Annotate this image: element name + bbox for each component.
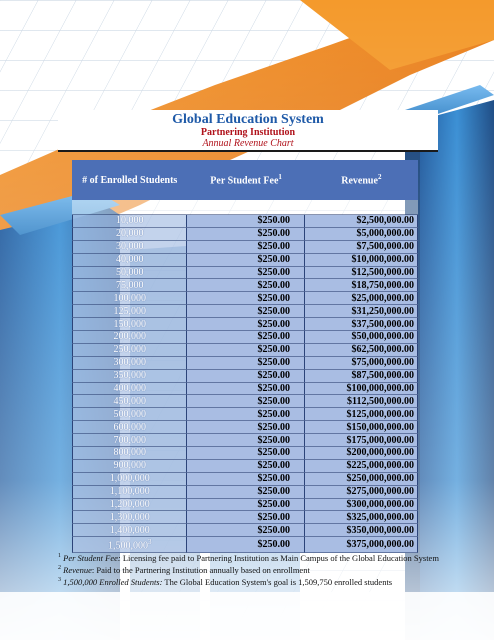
cell-revenue: $350,000,000.00 — [305, 524, 418, 537]
cell-per-student-fee: $250.00 — [187, 460, 304, 473]
cell-per-student-fee: $250.00 — [187, 215, 304, 228]
cell-enrolled-students: 50,000 — [72, 267, 187, 280]
cell-per-student-fee: $250.00 — [187, 524, 304, 537]
cell-per-student-fee: $250.00 — [187, 254, 304, 267]
cell-per-student-fee: $250.00 — [187, 408, 304, 421]
table-row — [72, 434, 418, 447]
cell-revenue: $5,000,000.00 — [305, 228, 418, 241]
cell-enrolled-students: 100,000 — [72, 292, 187, 305]
cell-enrolled-students: 450,000 — [72, 395, 187, 408]
footnote-marker: 1 — [278, 173, 282, 182]
cell-revenue: $300,000,000.00 — [305, 499, 418, 512]
footnote-3: $^3$ 1,500,000 Enrolled Students: The Global Education System's goal is 1,509,750 enrolled students — [58, 577, 393, 588]
document-subtitle: Partnering Institution — [200, 127, 296, 138]
table-row — [72, 279, 418, 292]
cell-per-student-fee: $250.00 — [187, 383, 304, 396]
cell-per-student-fee: $250.00 — [187, 486, 304, 499]
cell-revenue: $125,000,000.00 — [305, 408, 418, 421]
table-row — [72, 215, 418, 228]
cell-revenue: $10,000,000.00 — [305, 254, 418, 267]
footnote-1: $^1$ Per Student Fee: Licensing fee paid to Partnering Institution as Main Campus of the Global Education System — [58, 552, 439, 563]
title-block — [58, 110, 438, 152]
table-row — [72, 292, 418, 305]
table-row — [72, 331, 418, 344]
cell-per-student-fee: $250.00 — [187, 279, 304, 292]
cell-enrolled-students: 20,000 — [72, 228, 187, 241]
header-per-student-fee: Per Student Fee$^1$ — [187, 160, 304, 200]
cell-per-student-fee: $250.00 — [187, 395, 304, 408]
cell-enrolled-students: 700,000 — [72, 434, 187, 447]
cell-revenue: $112,500,000.00 — [305, 395, 418, 408]
footnote-2: $^2$ Revenue: Paid to the Partnering Institution annually based on enrollment — [58, 564, 310, 575]
table-row — [72, 383, 418, 396]
cell-revenue: $325,000,000.00 — [305, 511, 418, 524]
cell-enrolled-students: 1,400,000 — [72, 524, 187, 537]
cell-per-student-fee: $250.00 — [187, 434, 304, 447]
cell-revenue: $75,000,000.00 — [305, 357, 418, 370]
cell-revenue: $250,000,000.00 — [305, 473, 418, 486]
cell-per-student-fee: $250.00 — [187, 241, 304, 254]
table-row — [72, 370, 418, 383]
cell-revenue: $87,500,000.00 — [305, 370, 418, 383]
cell-enrolled-students: 1,300,000 — [72, 511, 187, 524]
cell-enrolled-students: 150,000 — [72, 318, 187, 331]
header-enrolled-students: # of Enrolled Students — [72, 160, 187, 200]
cell-enrolled-students: 1,200,000 — [72, 499, 187, 512]
cell-enrolled-students: 400,000 — [72, 383, 187, 396]
cell-revenue: $225,000,000.00 — [305, 460, 418, 473]
chart-caption: Annual Revenue Chart — [202, 138, 294, 149]
cell-revenue: $2,500,000.00 — [305, 215, 418, 228]
table-row — [72, 254, 418, 267]
cell-revenue: $150,000,000.00 — [305, 421, 418, 434]
table-row — [72, 473, 418, 486]
cell-per-student-fee: $250.00 — [187, 331, 304, 344]
cell-per-student-fee: $250.00 — [187, 344, 304, 357]
cell-enrolled-students: 30,000 — [72, 241, 187, 254]
cell-enrolled-students: 1,500,000$^3$ — [72, 537, 187, 552]
table-row — [72, 499, 418, 512]
cell-per-student-fee: $250.00 — [187, 357, 304, 370]
cell-per-student-fee: $250.00 — [187, 473, 304, 486]
cell-enrolled-students: 600,000 — [72, 421, 187, 434]
cell-per-student-fee: $250.00 — [187, 511, 304, 524]
footnote-marker: 2 — [377, 173, 382, 182]
cell-revenue: $62,500,000.00 — [305, 344, 418, 357]
cell-per-student-fee: $250.00 — [187, 370, 304, 383]
header-revenue: Revenue$^2$ — [305, 160, 418, 200]
cell-revenue: $200,000,000.00 — [305, 447, 418, 460]
document-title: Global Education System — [172, 112, 324, 127]
table-row — [72, 460, 418, 473]
cell-revenue: $100,000,000.00 — [305, 383, 418, 396]
table-row — [72, 228, 418, 241]
cell-revenue: $25,000,000.00 — [305, 292, 418, 305]
cell-revenue: $7,500,000.00 — [305, 241, 418, 254]
table-row — [72, 305, 418, 318]
table-row — [72, 447, 418, 460]
cell-per-student-fee: $250.00 — [187, 447, 304, 460]
cell-enrolled-students: 500,000 — [72, 408, 187, 421]
table-row — [72, 395, 418, 408]
table-row — [72, 241, 418, 254]
cell-per-student-fee: $250.00 — [187, 421, 304, 434]
table-row — [72, 511, 418, 524]
cell-revenue: $31,250,000.00 — [305, 305, 418, 318]
cell-revenue: $175,000,000.00 — [305, 434, 418, 447]
cell-revenue: $12,500,000.00 — [305, 267, 418, 280]
cell-revenue: $18,750,000.00 — [305, 279, 418, 292]
table-row — [72, 421, 418, 434]
cell-revenue: $275,000,000.00 — [305, 486, 418, 499]
cell-enrolled-students: 900,000 — [72, 460, 187, 473]
table-row — [72, 486, 418, 499]
table-row — [72, 344, 418, 357]
table-row — [72, 318, 418, 331]
cell-revenue: $375,000,000.00 — [305, 537, 418, 552]
cell-revenue: $50,000,000.00 — [305, 331, 418, 344]
header-spacer-row — [72, 200, 418, 215]
cell-per-student-fee: $250.00 — [187, 537, 304, 552]
revenue-table — [72, 160, 418, 553]
cell-per-student-fee: $250.00 — [187, 499, 304, 512]
cell-enrolled-students: 75,000 — [72, 279, 187, 292]
table-row — [72, 408, 418, 421]
cell-enrolled-students: 350,000 — [72, 370, 187, 383]
cell-enrolled-students: 300,000 — [72, 357, 187, 370]
cell-per-student-fee: $250.00 — [187, 267, 304, 280]
table-row — [72, 357, 418, 370]
cell-enrolled-students: 125,000 — [72, 305, 187, 318]
cell-per-student-fee: $250.00 — [187, 292, 304, 305]
table-row — [72, 267, 418, 280]
cell-enrolled-students: 40,000 — [72, 254, 187, 267]
cell-per-student-fee: $250.00 — [187, 318, 304, 331]
table-row — [72, 524, 418, 537]
cell-enrolled-students: 200,000 — [72, 331, 187, 344]
cell-enrolled-students: 1,100,000 — [72, 486, 187, 499]
cell-enrolled-students: 10,000 — [72, 215, 187, 228]
cell-per-student-fee: $250.00 — [187, 305, 304, 318]
cell-enrolled-students: 1,000,000 — [72, 473, 187, 486]
footnotes — [58, 551, 458, 587]
cell-revenue: $37,500,000.00 — [305, 318, 418, 331]
footnote-marker: 3 — [147, 538, 152, 547]
cell-enrolled-students: 250,000 — [72, 344, 187, 357]
cell-per-student-fee: $250.00 — [187, 228, 304, 241]
cell-enrolled-students: 800,000 — [72, 447, 187, 460]
table-header-row — [72, 160, 418, 200]
